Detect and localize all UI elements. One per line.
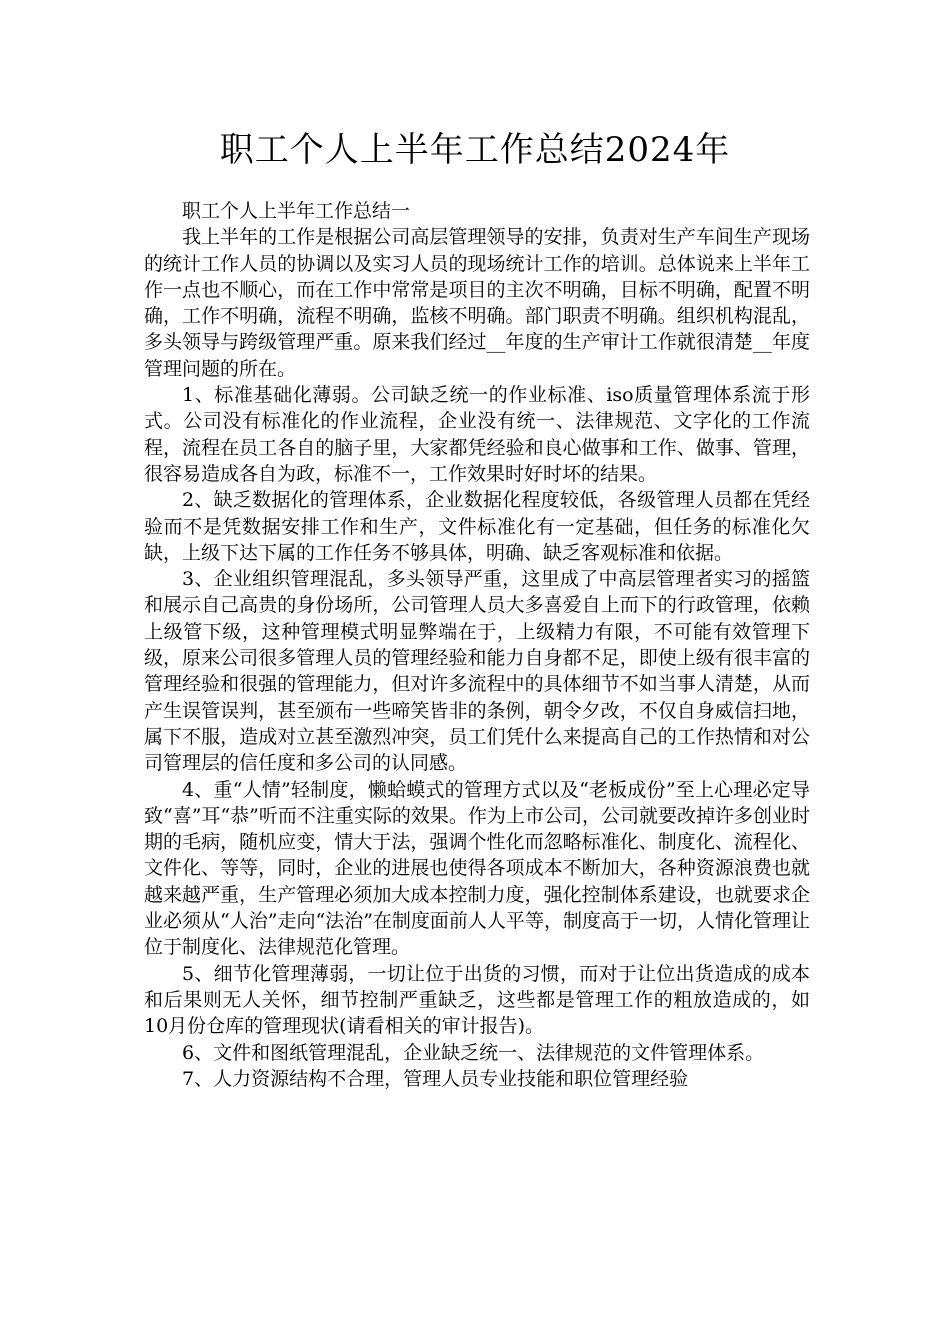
paragraph-item-7: 7、人力资源结构不合理，管理人员专业技能和职位管理经验: [182, 1067, 689, 1090]
paragraph-item-3: 3、企业组织管理混乱，多头领导严重，这里成了中高层管理者实习的摇篮和展示自己高贵的身份场所，公司管理人员大多喜爱自上而下的行政管理，依赖上级管下级，这种管理模式明显弊端在于，上级精力有限，不可能有效管理下级，原来公司很多管理人员的管理经验和能力自身都不足，即使上级有很丰富的管理经验和很强的管理能力，但对许多流程中的具体细节不如当事人清楚，从而产生误管误判，甚至颁布一些啼笑皆非的条例，朝令夕改，不仅自身威信扫地，属下不服，造成对立甚至激烈冲突，员工们凭什么来提高自己的工作热情和对公司管理层的信任度和多公司的认同感。: [144, 568, 810, 775]
paragraph-item-1: 1、标准基础化薄弱。公司缺乏统一的作业标准、iso质量管理体系流于形式。公司没有标准化的作业流程，企业没有统一、法律规范、文字化的工作流程，流程在员工各自的脑子里，大家都凭经验和良心做事和工作、做事、管理，很容易造成各自为政，标准不一，工作效果时好时坏的结果。: [144, 384, 810, 485]
paragraph-item-4: 4、重“人情”轻制度，懒蛤蟆式的管理方式以及“老板成份”至上心理必定导致“喜”耳“恭”听而不注重实际的效果。作为上市公司，公司就要改掉许多创业时期的毛病，随机应变，情大于法，强调个性化而忽略标准化、制度化、流程化、文件化、等等，同时，企业的进展也使得各项成本不断加大，各种资源浪费也就越来越严重，生产管理必须加大成本控制力度，强化控制体系建设，也就要求企业必须从“人治”走向“法治”在制度面前人人平等，制度高于一切，人情化管理让位于制度化、法律规范化管理。: [144, 778, 810, 959]
paragraph-item-5: 5、细节化管理薄弱，一切让位于出货的习惯，而对于让位出货造成的成本和后果则无人关怀，细节控制严重缺乏，这些都是管理工作的粗放造成的，如10月份仓库的管理现状(请看相关的审计报告)。: [144, 962, 810, 1038]
paragraph-item-2: 2、缺乏数据化的管理体系，企业数据化程度较低，各级管理人员都在凭经验而不是凭数据安排工作和生产，文件标准化有一定基础，但任务的标准化欠缺，上级下达下属的工作任务不够具体，明确、缺乏客观标准和依据。: [144, 489, 810, 564]
document-title: 职工个人上半年工作总结2024年: [219, 130, 731, 170]
section-heading: 职工个人上半年工作总结一: [182, 200, 411, 222]
paragraph-item-6: 6、文件和图纸管理混乱，企业缺乏统一、法律规范的文件管理体系。: [182, 1041, 765, 1064]
paragraph-intro: 我上半年的工作是根据公司高层管理领导的安排，负责对生产车间生产现场的统计工作人员的协调以及实习人员的现场统计工作的培训。总体说来上半年工作一点也不顺心，而在工作中常常是项目的主次不明确，目标不明确，配置不明确，工作不明确，流程不明确，监核不明确。部门职责不明确。组织机构混乱，多头领导与跨级管理严重。原来我们经过__年度的生产审计工作就很清楚__年度管理问题的所在。: [144, 226, 810, 380]
document-body: [144, 198, 810, 1092]
